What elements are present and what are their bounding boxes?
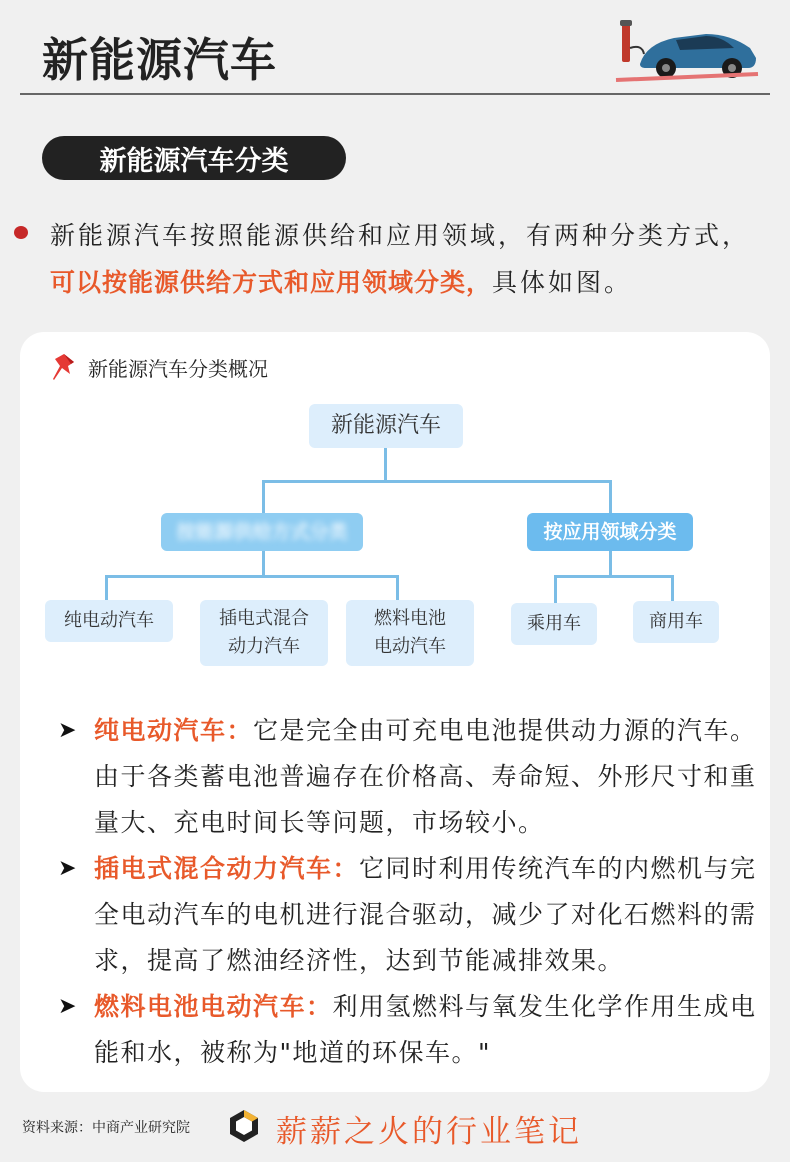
connector-line (554, 575, 674, 578)
bullet-item (58, 846, 758, 984)
brand-name: 薪薪之火的行业笔记 (276, 1114, 582, 1150)
bullet-term: 插电式混合动力汽车： (94, 854, 360, 883)
arrow-icon: ➤ (58, 718, 78, 743)
leaf-line: 插电式混合 (219, 608, 309, 629)
bullet-term: 燃料电池电动汽车： (94, 992, 333, 1021)
arrow-icon: ➤ (58, 856, 78, 881)
bullet-dot (14, 226, 28, 239)
intro-paragraph (50, 212, 770, 306)
pushpin-icon (50, 352, 78, 382)
brand-logo-icon (226, 1108, 262, 1144)
bullet-item (58, 708, 758, 846)
connector-line (609, 551, 612, 576)
connector-line (105, 575, 108, 601)
diagram-category-energy-label: 按能源供给方式分类 (176, 521, 348, 543)
page-title: 新能源汽车 (42, 33, 277, 87)
leaf-line: 燃料电池 (374, 608, 446, 629)
card-heading-label: 新能源汽车分类概况 (88, 356, 268, 381)
diagram-leaf-node: 纯电动汽车 (45, 600, 173, 642)
intro-text: 新能源汽车按照能源供给和应用领域，有两种分类方式， (50, 221, 751, 250)
connector-line (262, 551, 265, 576)
section-pill: 新能源汽车分类 (42, 136, 346, 180)
source-note: 资料来源：中商产业研究院 (22, 1120, 190, 1136)
bullet-term: 纯电动汽车： (94, 716, 254, 745)
connector-line (609, 480, 612, 515)
card-heading (50, 352, 268, 382)
connector-line (384, 448, 387, 481)
diagram-leaf-node: 乘用车 (511, 603, 597, 645)
diagram-root-node: 新能源汽车 (309, 404, 463, 448)
connector-line (671, 575, 674, 603)
connector-line (105, 575, 399, 578)
intro-text-end: 具体如图。 (492, 268, 633, 297)
diagram-category-usage: 按应用领域分类 (527, 513, 693, 551)
bullet-item (58, 984, 758, 1076)
leaf-line: 电动汽车 (374, 636, 446, 657)
connector-line (262, 480, 265, 515)
diagram-leaf-node (200, 600, 328, 666)
bullet-text: 它同时利用传统汽车的内燃机与完全电动汽车的电机进行混合驱动，减少了对化石燃料的需求，提高了燃油经济性，达到节能减排效果。 (94, 854, 757, 975)
connector-line (262, 480, 612, 483)
diagram-leaf-node: 商用车 (633, 601, 719, 643)
leaf-line: 动力汽车 (228, 636, 300, 657)
arrow-icon: ➤ (58, 994, 78, 1019)
title-divider (20, 93, 770, 95)
connector-line (554, 575, 557, 603)
diagram-leaf-node (346, 600, 474, 666)
diagram-category-energy (161, 513, 363, 551)
connector-line (396, 575, 399, 601)
intro-highlight: 可以按能源供给方式和应用领域分类， (50, 268, 493, 297)
bullet-list (58, 708, 758, 1076)
electric-car-icon (610, 18, 760, 86)
bullet-text: 它是完全由可充电电池提供动力源的汽车。由于各类蓄电池普遍存在价格高、寿命短、外形尺寸和重量大、充电时间长等问题，市场较小。 (94, 716, 757, 837)
bullet-text: 利用氢燃料与氧发生化学作用生成电能和水，被称为"地道的环保车。" (94, 992, 757, 1067)
